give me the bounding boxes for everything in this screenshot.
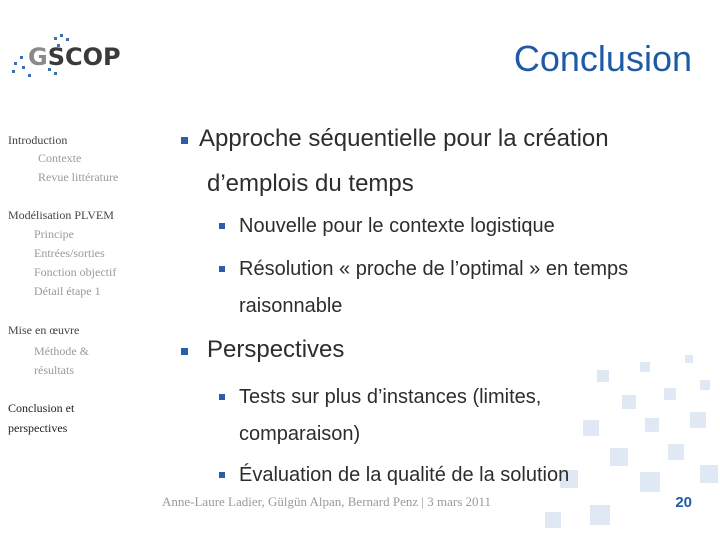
bullet-marker-icon [219, 394, 225, 400]
nav-item-contexte[interactable]: Contexte [38, 151, 82, 165]
nav-item-conclusion[interactable]: Conclusion et [8, 401, 75, 415]
nav-item-resultats[interactable]: résultats [34, 363, 74, 377]
nav-item-introduction[interactable]: Introduction [8, 133, 68, 147]
nav-item-methode[interactable]: Méthode & [34, 344, 89, 358]
sub-bullet-tests-line1: Tests sur plus d’instances (limites, [239, 386, 542, 408]
logo-dot [54, 72, 57, 75]
logo-dot [22, 66, 25, 69]
bullet-marker-icon [219, 266, 225, 272]
decorative-square [668, 444, 684, 460]
nav-item-fonction[interactable]: Fonction objectif [34, 265, 117, 279]
logo-dot [14, 62, 17, 65]
footer-authors: Anne-Laure Ladier, Gülgün Alpan, Bernard Penz | 3 mars 2011 [162, 494, 492, 509]
logo-dot [28, 74, 31, 77]
logo-dot [60, 34, 63, 37]
nav-item-modelisation[interactable]: Modélisation PLVEM [8, 208, 114, 222]
decorative-square [583, 420, 599, 436]
logo-text: GSCOP [28, 43, 121, 71]
bullet-approche-line1: Approche séquentielle pour la création [199, 125, 609, 152]
nav-item-entrees[interactable]: Entrées/sorties [34, 246, 105, 260]
decorative-square [645, 418, 659, 432]
sub-bullet-resolution-line1: Résolution « proche de l’optimal » en temps [239, 258, 629, 280]
nav-item-perspectives[interactable]: perspectives [8, 421, 68, 435]
bullet-marker-icon [181, 348, 188, 355]
decorative-square [640, 472, 660, 492]
sub-bullet-nouvelle: Nouvelle pour le contexte logistique [239, 215, 555, 237]
decorative-square [685, 355, 693, 363]
decorative-square [700, 380, 710, 390]
nav-item-mise-en-oeuvre[interactable]: Mise en œuvre [8, 323, 80, 337]
logo-dot [54, 37, 57, 40]
page-number: 20 [675, 494, 692, 511]
sub-bullet-resolution-line2: raisonnable [239, 295, 343, 317]
bullet-marker-icon [181, 137, 188, 144]
decorative-square [590, 505, 610, 525]
logo-dot [20, 56, 23, 59]
logo-dot [12, 70, 15, 73]
nav-item-detail[interactable]: Détail étape 1 [34, 284, 101, 298]
sub-bullet-tests-line2: comparaison) [239, 423, 361, 445]
decorative-square [597, 370, 609, 382]
nav-item-revue[interactable]: Revue littérature [38, 170, 119, 184]
decorative-square [640, 362, 650, 372]
decorative-square [545, 512, 561, 528]
bullet-marker-icon [219, 223, 225, 229]
decorative-square [610, 448, 628, 466]
slide-title: Conclusion [513, 38, 692, 79]
sub-bullet-evaluation: Évaluation de la qualité de la solution [239, 464, 570, 486]
logo-dot [66, 38, 69, 41]
decorative-square [700, 465, 718, 483]
decorative-square [690, 412, 706, 428]
bullet-approche-line2: d’emplois du temps [207, 170, 414, 197]
gscop-logo [8, 34, 138, 84]
decorative-square [622, 395, 636, 409]
decorative-square [664, 388, 676, 400]
nav-item-principe[interactable]: Principe [34, 227, 74, 241]
bullet-marker-icon [219, 472, 225, 478]
bullet-perspectives: Perspectives [207, 336, 345, 363]
